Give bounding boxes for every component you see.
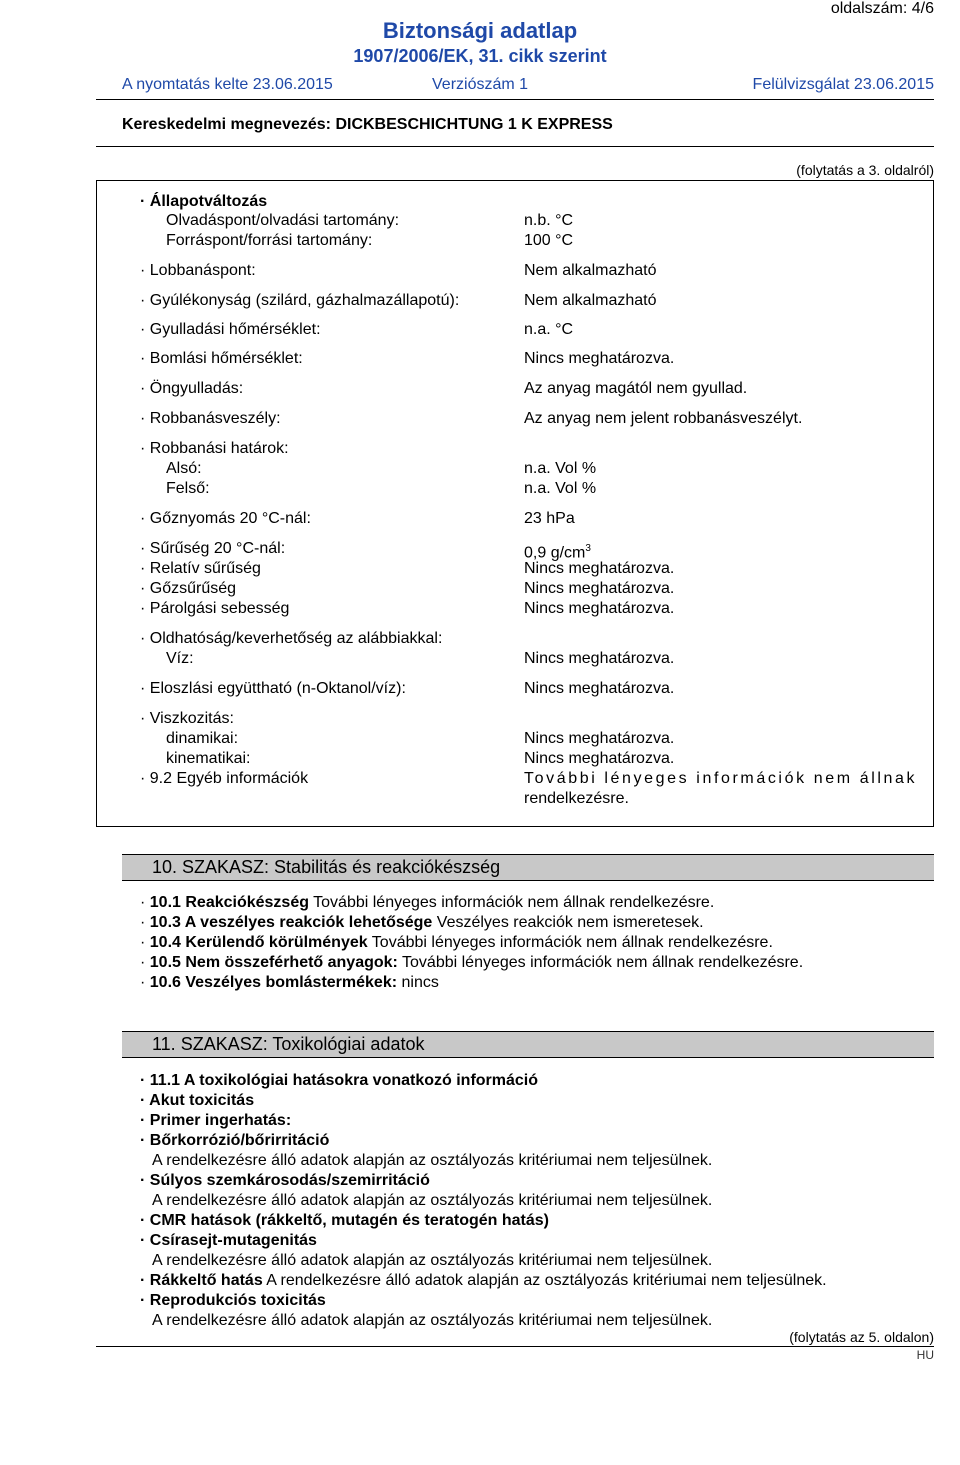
lower-limit-value: n.a. Vol % (524, 460, 597, 477)
eye-damage-text: A rendelkezésre álló adatok alapján az osztályozás kritériumai nem teljesülnek. (152, 1192, 713, 1209)
item-heading: 10.5 Nem összeférhető anyagok: (149, 954, 398, 971)
section-11-header (122, 1031, 934, 1058)
section-10-item (140, 974, 439, 992)
language-code: HU (916, 1348, 934, 1362)
item-text: Veszélyes reakciók nem ismeretesek. (432, 914, 704, 931)
density-label: · Sűrűség 20 °C-nál: (140, 540, 286, 557)
density-exponent: 3 (585, 543, 591, 554)
section-10-item (140, 934, 773, 952)
melting-label: Olvadáspont/olvadási tartomány: (166, 212, 400, 229)
partition-label: · Eloszlási együttható (n-Oktanol/víz): (140, 680, 406, 697)
item-text: További lényeges információk nem állnak rendelkezésre. (397, 954, 804, 971)
primary-irritation-label: · Primer ingerhatás: (140, 1112, 292, 1129)
other-info-value-line1: További lényeges információk nem állnak (524, 770, 918, 787)
item-heading: 10.4 Kerülendő körülmények (149, 934, 368, 951)
trade-name-rule (96, 146, 934, 147)
flash-point-value: Nem alkalmazható (524, 262, 657, 279)
other-info-value-line2: rendelkezésre. (524, 790, 629, 807)
decomposition-value: Nincs meghatározva. (524, 350, 675, 367)
section-10-header (122, 854, 934, 881)
toxicology-info-heading: · 11.1 A toxikológiai hatásokra vonatkozó információ (140, 1072, 539, 1089)
carcinogenicity-row (140, 1272, 827, 1290)
bullet: · (140, 934, 150, 951)
melting-value: n.b. °C (524, 212, 574, 229)
continued-to: (folytatás az 5. oldalon) (789, 1329, 934, 1345)
section-10-title: 10. SZAKASZ: Stabilitás és reakciókészség (152, 857, 501, 877)
acute-toxicity-label: · Akut toxicitás (140, 1092, 255, 1109)
relative-density-value: Nincs meghatározva. (524, 560, 675, 577)
ignition-value: n.a. °C (524, 321, 574, 338)
kinematic-value: Nincs meghatározva. (524, 750, 675, 767)
density-value (524, 540, 591, 562)
bullet: · (140, 894, 150, 911)
density-number: 0,9 g/cm (524, 544, 586, 562)
item-text: További lényeges információk nem állnak rendelkezésre. (309, 894, 715, 911)
item-text: További lényeges információk nem állnak rendelkezésre. (367, 934, 773, 951)
section-10-item (140, 954, 803, 972)
carcinogenicity-text: A rendelkezésre álló adatok alapján az osztályozás kritériumai nem teljesülnek. (262, 1272, 827, 1289)
item-text: nincs (397, 974, 439, 991)
flammability-label: · Gyúlékonyság (szilárd, gázhalmazállapotú): (140, 292, 460, 309)
viscosity-label: · Viszkozitás: (140, 710, 234, 727)
section-11-title: 11. SZAKASZ: Toxikológiai adatok (152, 1034, 425, 1054)
eye-damage-label: · Súlyos szemkárosodás/szemirritáció (140, 1172, 430, 1189)
kinematic-label: kinematikai: (166, 750, 251, 767)
vapour-pressure-value: 23 hPa (524, 510, 575, 527)
revision-date: Felülvizsgálat 23.06.2015 (752, 76, 934, 93)
flash-point-label: · Lobbanáspont: (140, 262, 256, 279)
decomposition-label: · Bomlási hőmérséklet: (140, 350, 303, 367)
document-title: Biztonsági adatlap (382, 18, 578, 43)
partition-value: Nincs meghatározva. (524, 680, 675, 697)
print-date: A nyomtatás kelte 23.06.2015 (122, 76, 333, 93)
boiling-value: 100 °C (524, 232, 574, 249)
explosion-limits-label: · Robbanási határok: (140, 440, 289, 457)
trade-name: Kereskedelmi megnevezés: DICKBESCHICHTUNG 1 K EXPRESS (122, 116, 613, 133)
reproductive-toxicity-text: A rendelkezésre álló adatok alapján az osztályozás kritériumai nem teljesülnek. (152, 1312, 713, 1329)
explosion-danger-label: · Robbanásveszély: (140, 410, 281, 427)
reproductive-toxicity-label: · Reprodukciós toxicitás (140, 1292, 326, 1309)
vapour-pressure-label: · Gőznyomás 20 °C-nál: (140, 510, 311, 527)
flammability-value: Nem alkalmazható (524, 292, 657, 309)
section-10-item (140, 914, 704, 932)
self-ignition-label: · Öngyulladás: (140, 380, 244, 397)
carcinogenicity-label: · Rákkeltő hatás (140, 1272, 263, 1289)
vapour-density-value: Nincs meghatározva. (524, 580, 675, 597)
boiling-label: Forráspont/forrási tartomány: (166, 232, 373, 249)
cmr-effects-label: · CMR hatások (rákkeltő, mutagén és teratogén hatás) (140, 1212, 549, 1229)
header-rule (96, 99, 934, 100)
self-ignition-value: Az anyag magától nem gyullad. (524, 380, 748, 397)
ignition-label: · Gyulladási hőmérséklet: (140, 321, 321, 338)
other-info-label: · 9.2 Egyéb információk (140, 770, 309, 787)
bullet: · (140, 974, 150, 991)
germ-cell-label: · Csírasejt-mutagenitás (140, 1232, 317, 1249)
evaporation-label: · Párolgási sebesség (140, 600, 290, 617)
footer-rule (96, 1346, 934, 1347)
page-number: oldalszám: 4/6 (830, 0, 934, 17)
skin-corrosion-label: · Bőrkorrózió/bőrirritáció (140, 1132, 330, 1149)
bullet: · (140, 914, 150, 931)
water-label: Víz: (166, 650, 194, 667)
item-heading: 10.1 Reakciókészség (149, 894, 309, 911)
upper-limit-label: Felső: (166, 480, 210, 497)
skin-corrosion-text: A rendelkezésre álló adatok alapján az osztályozás kritériumai nem teljesülnek. (152, 1152, 713, 1169)
item-heading: 10.6 Veszélyes bomlástermékek: (149, 974, 398, 991)
document-subtitle: 1907/2006/EK, 31. cikk szerint (353, 46, 607, 66)
vapour-density-label: · Gőzsűrűség (140, 580, 237, 597)
water-value: Nincs meghatározva. (524, 650, 675, 667)
germ-cell-text: A rendelkezésre álló adatok alapján az osztályozás kritériumai nem teljesülnek. (152, 1252, 713, 1269)
continued-from: (folytatás a 3. oldalról) (796, 162, 934, 178)
state-change-label: · Állapotváltozás (140, 193, 268, 210)
explosion-danger-value: Az anyag nem jelent robbanásveszélyt. (524, 410, 803, 427)
section-10-item (140, 894, 714, 912)
upper-limit-value: n.a. Vol % (524, 480, 597, 497)
bullet: · (140, 954, 150, 971)
dynamic-value: Nincs meghatározva. (524, 730, 675, 747)
item-heading: 10.3 A veszélyes reakciók lehetősége (149, 914, 433, 931)
relative-density-label: · Relatív sűrűség (140, 560, 261, 577)
version: Verziószám 1 (432, 76, 529, 93)
dynamic-label: dinamikai: (166, 730, 239, 747)
lower-limit-label: Alsó: (166, 460, 202, 477)
solubility-label: · Oldhatóság/keverhetőség az alábbiakkal: (140, 630, 443, 647)
evaporation-value: Nincs meghatározva. (524, 600, 675, 617)
